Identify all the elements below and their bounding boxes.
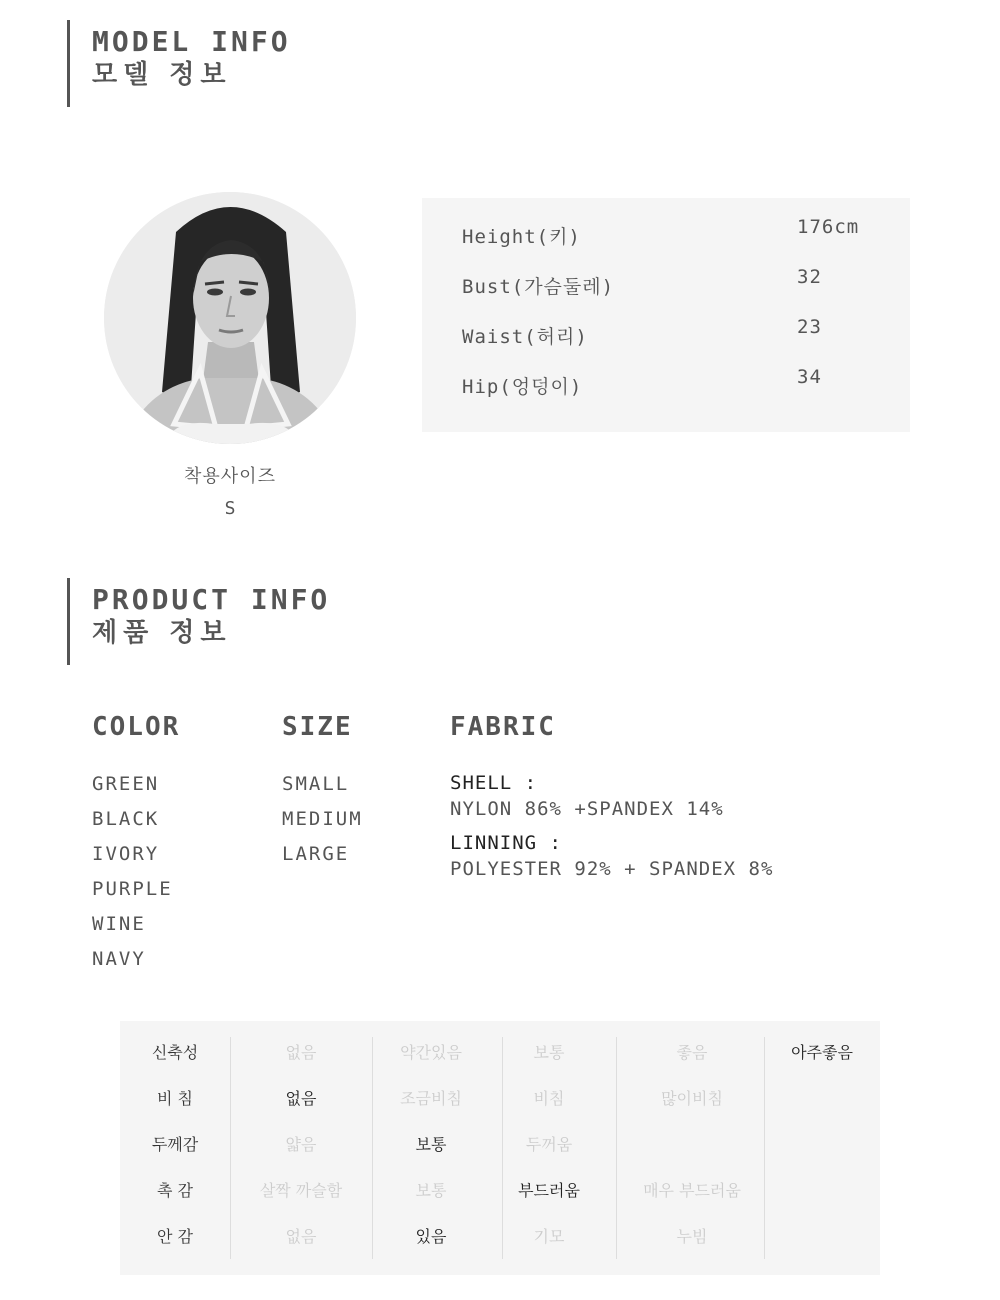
color-item: PURPLE [92, 878, 173, 900]
product-info-heading [67, 578, 467, 665]
color-title: COLOR [92, 712, 181, 742]
attribute-option: 보통 [415, 1181, 447, 1200]
model-measurements [422, 198, 910, 432]
color-item: BLACK [92, 808, 160, 830]
size-item: SMALL [282, 773, 350, 795]
attribute-option: 매우 부드러움 [643, 1181, 741, 1200]
measurement-row-bust [422, 266, 910, 302]
color-list [92, 770, 173, 980]
size-list [282, 770, 363, 875]
attribute-label: 비 침 [157, 1089, 193, 1108]
measurement-label: Waist(허리) [462, 326, 588, 348]
attribute-row [120, 1038, 880, 1068]
attribute-option: 기모 [533, 1227, 565, 1246]
model-photo [104, 192, 356, 444]
fabric-shell-value: NYLON 86% +SPANDEX 14% [450, 798, 724, 820]
attribute-option: 살짝 까슬함 [259, 1181, 343, 1200]
attribute-label: 두께감 [151, 1135, 199, 1154]
attribute-option-selected: 보통 [415, 1135, 447, 1154]
attribute-option: 조금비침 [400, 1089, 462, 1108]
model-info-title-en: MODEL INFO [92, 25, 291, 58]
attribute-option: 두꺼움 [525, 1135, 573, 1154]
attribute-option: 비침 [533, 1089, 565, 1108]
attribute-option-selected: 없음 [285, 1089, 317, 1108]
attribute-option: 없음 [285, 1227, 317, 1246]
attribute-option: 없음 [285, 1043, 317, 1062]
attribute-label: 안 감 [157, 1227, 193, 1246]
attribute-option: 보통 [533, 1043, 565, 1062]
attribute-option: 많이비침 [661, 1089, 723, 1108]
color-item: WINE [92, 913, 146, 935]
model-info-heading [67, 20, 467, 107]
fabric-lining-label: LINNING : [450, 832, 562, 854]
fabric-details [450, 770, 950, 890]
measurement-value: 34 [797, 366, 822, 388]
measurement-row-waist [422, 316, 910, 352]
product-info-title-en: PRODUCT INFO [92, 583, 331, 616]
measurement-value: 32 [797, 266, 822, 288]
fabric-attribute-table [120, 1021, 880, 1275]
attribute-option: 약간있음 [400, 1043, 462, 1062]
attribute-option: 좋음 [676, 1043, 708, 1062]
measurement-label: Hip(엉덩이) [462, 376, 583, 398]
size-title: SIZE [282, 712, 353, 742]
wear-size-label: 착용사이즈 [184, 466, 276, 487]
attribute-label: 촉 감 [157, 1181, 193, 1200]
attribute-row [120, 1176, 880, 1206]
measurement-row-height [422, 216, 910, 252]
attribute-option: 누빔 [676, 1227, 708, 1246]
size-item: LARGE [282, 843, 350, 865]
size-item: MEDIUM [282, 808, 363, 830]
attribute-option-selected: 있음 [415, 1227, 447, 1246]
fabric-lining-value: POLYESTER 92% + SPANDEX 8% [450, 858, 774, 880]
attribute-option-selected: 부드러움 [518, 1181, 580, 1200]
attribute-row [120, 1222, 880, 1252]
measurement-value: 176cm [797, 216, 860, 238]
measurement-label: Height(키) [462, 226, 581, 248]
measurement-value: 23 [797, 316, 822, 338]
measurement-label: Bust(가슴둘레) [462, 276, 615, 298]
color-item: NAVY [92, 948, 146, 970]
color-item: IVORY [92, 843, 160, 865]
attribute-option: 얇음 [285, 1135, 317, 1154]
attribute-row [120, 1130, 880, 1160]
color-item: GREEN [92, 773, 160, 795]
product-info-title-ko: 제품 정보 [92, 618, 232, 648]
attribute-row [120, 1084, 880, 1114]
attribute-option-selected: 아주좋음 [791, 1043, 853, 1062]
attribute-label: 신축성 [151, 1043, 199, 1062]
fabric-title: FABRIC [450, 712, 556, 742]
wear-size-value: S [224, 498, 236, 519]
model-info-title-ko: 모델 정보 [92, 60, 232, 90]
fabric-shell-label: SHELL : [450, 772, 538, 794]
measurement-row-hip [422, 366, 910, 402]
